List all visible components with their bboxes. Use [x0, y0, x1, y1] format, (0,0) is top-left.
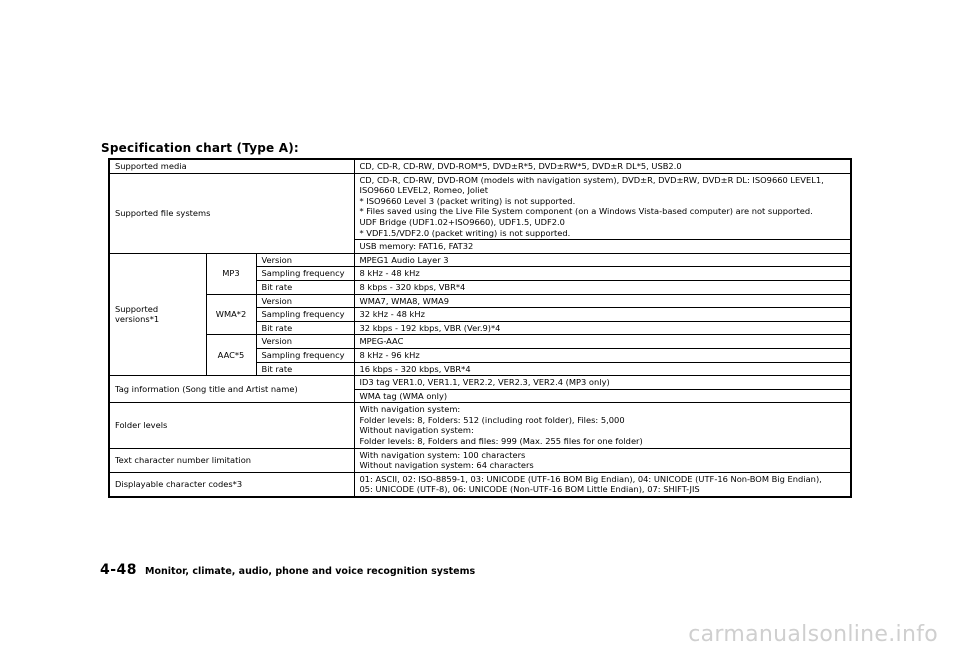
folder-levels-value: With navigation system: Folder levels: 8, Folders: 512 (including root folder), Files: 5,000 Without navigation system: Folder levels: 8, Folders and files: 999 (Max. 255 files for one folder) — [354, 403, 851, 448]
section-title: Monitor, climate, audio, phone and voice recognition systems — [145, 566, 476, 577]
attr-label: Version — [256, 294, 354, 308]
row-tag-id3 — [109, 376, 851, 390]
row-character-codes — [109, 472, 851, 497]
tag-info-value: ID3 tag VER1.0, VER1.1, VER2.2, VER2.3, VER2.4 (MP3 only) — [354, 376, 851, 390]
char-codes-label: Displayable character codes*3 — [109, 472, 354, 497]
row-wma-version — [109, 294, 851, 308]
folder-levels-label: Folder levels — [109, 403, 354, 448]
supported-versions-label: Supported versions*1 — [109, 253, 206, 375]
row-folder-levels — [109, 403, 851, 448]
page-footer — [100, 562, 475, 578]
page-title: Specification chart (Type A): — [101, 141, 299, 155]
attr-value: 8 kbps - 320 kbps, VBR*4 — [354, 280, 851, 294]
attr-value: WMA7, WMA8, WMA9 — [354, 294, 851, 308]
file-systems-line: ISO9660 LEVEL2, Romeo, Joliet — [359, 185, 488, 196]
supported-media-label: Supported media — [109, 159, 354, 173]
file-systems-line: * Files saved using the Live File System component (on a Windows Vista-based computer) are not supported. — [359, 206, 813, 217]
tag-info-value: WMA tag (WMA only) — [354, 389, 851, 403]
format-wma: WMA*2 — [206, 294, 256, 335]
format-mp3: MP3 — [206, 253, 256, 294]
usb-memory-value: USB memory: FAT16, FAT32 — [354, 240, 851, 254]
text-limit-value: With navigation system: 100 characters Without navigation system: 64 characters — [354, 448, 851, 472]
row-text-limit — [109, 448, 851, 472]
text-limit-label: Text character number limitation — [109, 448, 354, 472]
specification-table — [108, 158, 852, 498]
file-systems-value — [354, 173, 851, 240]
file-systems-label: Supported file systems — [109, 173, 354, 253]
attr-value: 16 kbps - 320 kbps, VBR*4 — [354, 362, 851, 376]
attr-label: Version — [256, 253, 354, 267]
char-codes-value: 01: ASCII, 02: ISO-8859-1, 03: UNICODE (UTF-16 BOM Big Endian), 04: UNICODE (UTF-16 Non-BOM Big Endian), 05: UNICODE (UTF-8), 06: UNICODE (Non-UTF-16 BOM Little Endian), 07: SHIFT-JIS — [354, 472, 851, 497]
watermark: carmanualsonline.info — [688, 622, 938, 647]
attr-label: Sampling frequency — [256, 267, 354, 281]
attr-value: 32 kbps - 192 kbps, VBR (Ver.9)*4 — [354, 321, 851, 335]
file-systems-line: * VDF1.5/VDF2.0 (packet writing) is not supported. — [359, 227, 571, 238]
row-aac-version — [109, 335, 851, 349]
attr-label: Version — [256, 335, 354, 349]
row-mp3-version — [109, 253, 851, 267]
file-systems-line: UDF Bridge (UDF1.02+ISO9660), UDF1.5, UDF2.0 — [359, 216, 565, 227]
attr-label: Bit rate — [256, 280, 354, 294]
attr-value: 32 kHz - 48 kHz — [354, 308, 851, 322]
row-supported-media — [109, 159, 851, 173]
row-supported-file-systems — [109, 173, 851, 240]
attr-value: MPEG-AAC — [354, 335, 851, 349]
attr-label: Bit rate — [256, 321, 354, 335]
page-number: 4-48 — [100, 562, 138, 578]
supported-media-value: CD, CD-R, CD-RW, DVD-ROM*5, DVD±R*5, DVD±RW*5, DVD±R DL*5, USB2.0 — [354, 159, 851, 173]
attr-label: Sampling frequency — [256, 348, 354, 362]
attr-label: Bit rate — [256, 362, 354, 376]
file-systems-line: CD, CD-R, CD-RW, DVD-ROM (models with navigation system), DVD±R, DVD±RW, DVD±R DL: ISO9660 LEVEL1, — [359, 174, 824, 185]
attr-label: Sampling frequency — [256, 308, 354, 322]
attr-value: 8 kHz - 96 kHz — [354, 348, 851, 362]
tag-info-label: Tag information (Song title and Artist name) — [109, 376, 354, 403]
attr-value: MPEG1 Audio Layer 3 — [354, 253, 851, 267]
file-systems-line: * ISO9660 Level 3 (packet writing) is not supported. — [359, 195, 576, 206]
attr-value: 8 kHz - 48 kHz — [354, 267, 851, 281]
format-aac: AAC*5 — [206, 335, 256, 376]
